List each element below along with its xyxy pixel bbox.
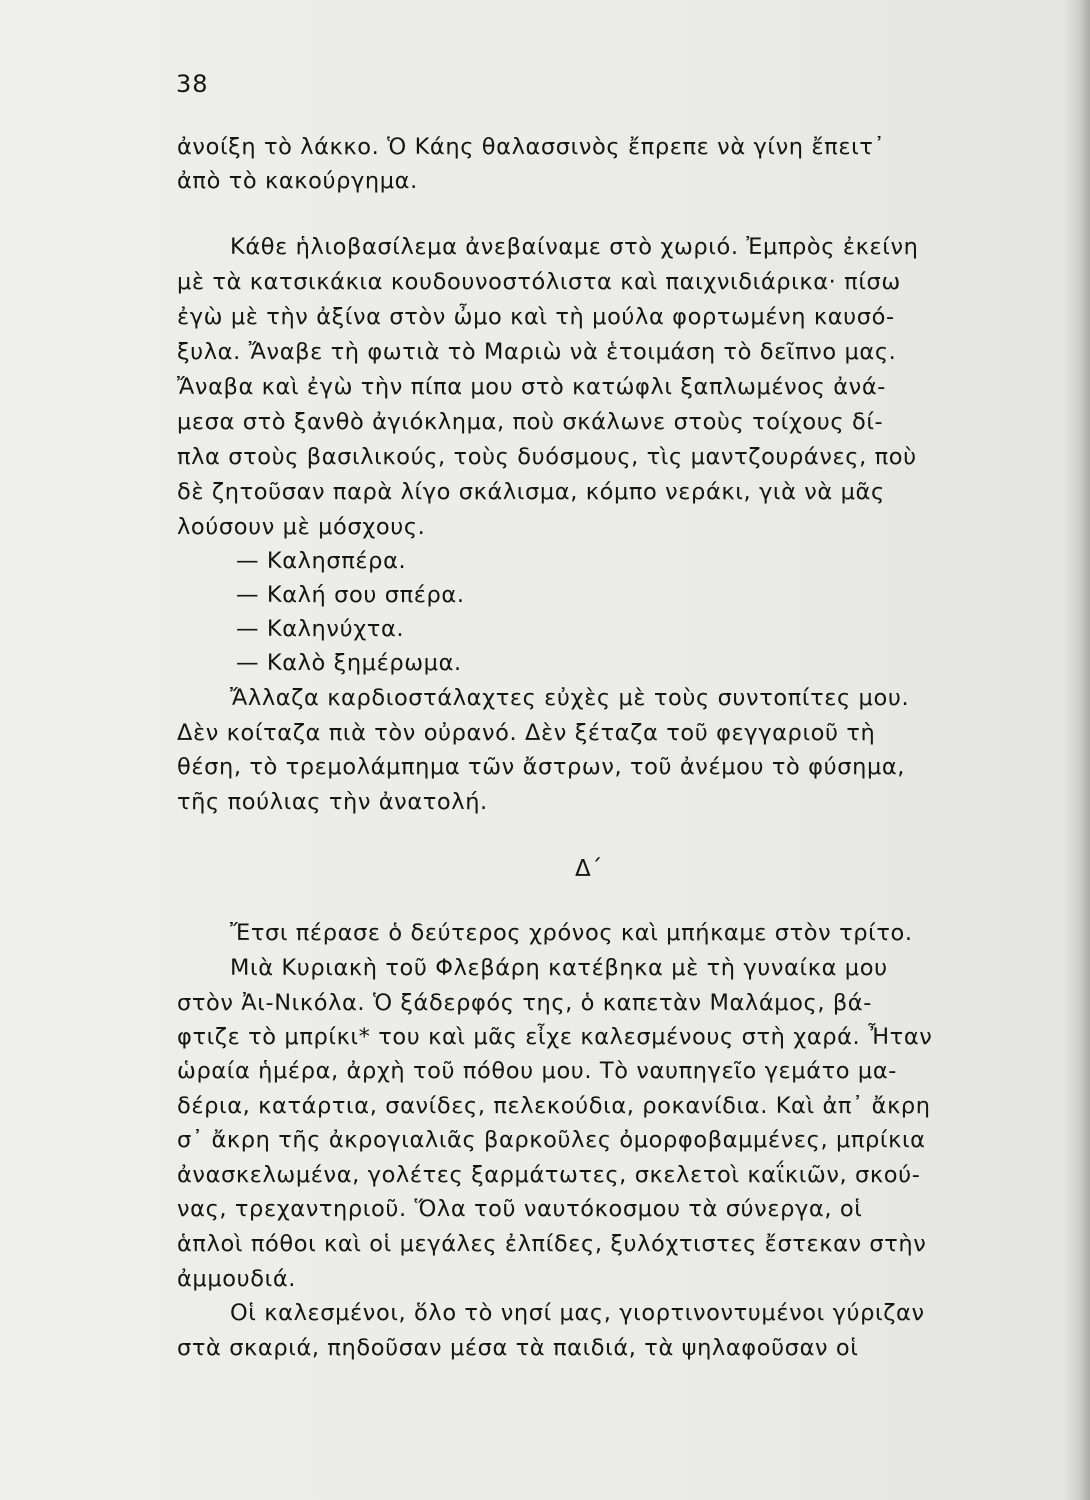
text-line-6: ξυλα. Ἄναβε τὴ φωτιὰ τὸ Μαριὼ νὰ ἑτοιμάση τὸ δεῖπνο μας. bbox=[177, 339, 897, 365]
text-line-28: νας, τρεχαντηριοῦ. Ὅλα τοῦ ναυτόκοσμου τὰ σύνεργα, οἱ bbox=[177, 1196, 863, 1222]
text-line-1: ἀνοίξη τὸ λάκκο. Ὁ Κάης θαλασσινὸς ἔπρεπε νὰ γίνη ἔπειτ᾽ bbox=[177, 134, 886, 160]
text-line-3: Κάθε ἡλιοβασίλεμα ἀνεβαίναμε στὸ χωριό. Ἐμπρὸς ἐκείνη bbox=[230, 234, 919, 260]
text-line-17: Δὲν κοίταζα πιὰ τὸν οὐρανό. Δὲν ξέταζα τοῦ φεγγαριοῦ τὴ bbox=[177, 720, 876, 746]
text-line-4: μὲ τὰ κατσικάκια κουδουνοστόλιστα καὶ παιχνιδιάρικα· πίσω bbox=[177, 269, 901, 295]
text-line-32: στὰ σκαριά, πηδοῦσαν μέσα τὰ παιδιά, τὰ ψηλαφοῦσαν οἱ bbox=[177, 1335, 859, 1361]
text-line-8: μεσα στὸ ξανθὸ ἀγιόκλημα, ποὺ σκάλωνε στοὺς τοίχους δί- bbox=[177, 409, 884, 435]
text-line-20: Ἔτσι πέρασε ὁ δεύτερος χρόνος καὶ μπήκαμε στὸν τρίτο. bbox=[230, 920, 913, 946]
text-line-18: θέση, τὸ τρεμολάμπημα τῶν ἄστρων, τοῦ ἀνέμου τὸ φύσημα, bbox=[177, 754, 906, 780]
dialogue-line-4: — Καλὸ ξημέρωμα. bbox=[236, 650, 462, 676]
text-line-9: πλα στοὺς βασιλικούς, τοὺς δυόσμους, τὶς μαντζουράνες, ποὺ bbox=[177, 444, 917, 470]
text-line-30: ἀμμουδιά. bbox=[177, 1266, 297, 1292]
section-heading: Δ΄ bbox=[575, 856, 603, 882]
text-line-21: Μιὰ Κυριακὴ τοῦ Φλεβάρη κατέβηκα μὲ τὴ γυναίκα μου bbox=[230, 955, 888, 981]
text-line-26: σ᾽ ἄκρη τῆς ἀκρογιαλιᾶς βαρκοῦλες ὀμορφοβαμμένες, μπρίκια bbox=[177, 1127, 926, 1153]
text-line-11: λούσουν μὲ μόσχους. bbox=[177, 514, 426, 540]
dialogue-line-3: — Καληνύχτα. bbox=[236, 616, 405, 642]
text-line-25: δέρια, κατάρτια, σανίδες, πελεκούδια, ροκανίδια. Καὶ ἀπ᾽ ἄκρη bbox=[177, 1093, 931, 1119]
dialogue-line-2: — Καλή σου σπέρα. bbox=[236, 582, 465, 608]
text-line-7: Ἄναβα καὶ ἐγὼ τὴν πίπα μου στὸ κατώφλι ξαπλωμένος ἀνά- bbox=[177, 374, 886, 400]
text-line-29: ἁπλοὶ πόθοι καὶ οἱ μεγάλες ἐλπίδες, ξυλόχτιστες ἔστεκαν στὴν bbox=[177, 1231, 927, 1257]
text-line-16: Ἄλλαζα καρδιοστάλαχτες εὐχὲς μὲ τοὺς συντοπίτες μου. bbox=[230, 685, 910, 711]
text-line-10: δὲ ζητοῦσαν παρὰ λίγο σκάλισμα, κόμπο νεράκι, γιὰ νὰ μᾶς bbox=[177, 479, 885, 505]
page-number: 38 bbox=[176, 70, 209, 98]
text-line-2: ἀπὸ τὸ κακούργημα. bbox=[177, 168, 418, 194]
text-line-31: Οἱ καλεσμένοι, ὅλο τὸ νησί μας, γιορτινοντυμένοι γύριζαν bbox=[230, 1300, 925, 1326]
text-line-24: ὡραία ἡμέρα, ἀρχὴ τοῦ πόθου μου. Τὸ ναυπηγεῖο γεμάτο μα- bbox=[177, 1058, 897, 1084]
text-line-19: τῆς πούλιας τὴν ἀνατολή. bbox=[177, 789, 488, 815]
text-line-27: ἀνασκελωμένα, γολέτες ξαρμάτωτες, σκελετοὶ καΐκιῶν, σκού- bbox=[177, 1162, 921, 1188]
text-line-5: ἐγὼ μὲ τὴν ἀξίνα στὸν ὦμο καὶ τὴ μούλα φορτωμένη καυσό- bbox=[177, 304, 895, 330]
page-edge-shadow bbox=[1064, 0, 1090, 1500]
text-line-23: φτιζε τὸ μπρίκι* του καὶ μᾶς εἶχε καλεσμένους στὴ χαρά. Ἦταν bbox=[177, 1024, 933, 1050]
text-line-22: στὸν Ἀι-Νικόλα. Ὁ ξάδερφός της, ὁ καπετὰν Μαλάμος, βά- bbox=[177, 990, 872, 1016]
dialogue-line-1: — Καλησπέρα. bbox=[236, 548, 407, 574]
